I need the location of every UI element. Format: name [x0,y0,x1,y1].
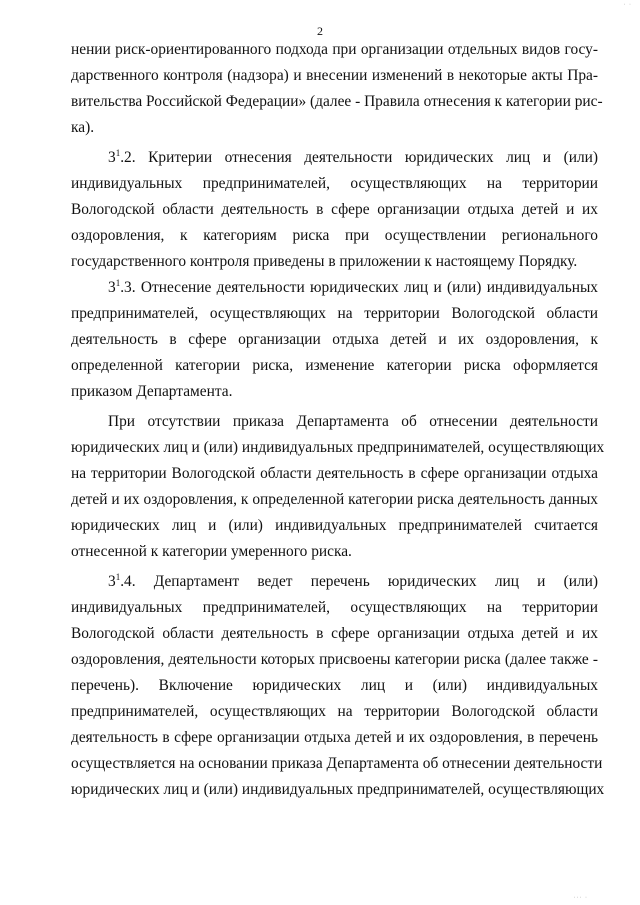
text-line: При отсутствии приказа Департамента об отнесении деятельности [108,413,598,430]
text-line: нении риск-ориентированного подхода при организации отдельных видов госу- [71,41,598,58]
text-line: оздоровления, к категориям риска при осуществлении регионального [71,227,598,244]
text-line: дарственного контроля (надзора) и внесении изменений в некоторые акты Пра- [71,67,598,84]
text-line: определенной категории риска, изменение категории риска оформляется [71,357,598,374]
text-line: юридических лиц и (или) индивидуальных предпринимателей считается [71,517,598,534]
page-number: 2 [317,24,323,38]
text-line: государственного контроля приведены в приложении к настоящему Порядку. [71,253,578,270]
scan-mark-top: · · [623,2,632,8]
section-heading-line: $3^1.3$. Отнесение деятельности юридических лиц и (или) индивидуальных [108,278,598,296]
text-line: осуществляется на основании приказа Департамента об отнесении деятельности [71,755,603,772]
section-heading-line: $3^1.2$. Критерии отнесения деятельности юридических лиц и (или) [108,148,598,166]
text-line: Вологодской области деятельность в сфере организации отдыха детей и их [71,625,598,642]
text-line: юридических лиц и (или) индивидуальных предпринимателей, осуществляющих [71,439,605,456]
text-line: индивидуальных предпринимателей, осуществляющих на территории [71,599,598,616]
text-line: перечень). Включение юридических лиц и (или) индивидуальных [71,677,598,694]
text-line: приказом Департамента. [71,383,233,400]
text-line: деятельность в сфере организации отдыха детей и их оздоровления, к [71,331,598,348]
text-line: предпринимателей, осуществляющих на территории Вологодской области [71,703,598,720]
text-line: предпринимателей, осуществляющих на территории Вологодской области [71,305,598,322]
text-line: Вологодской области деятельность в сфере организации отдыха детей и их [71,201,598,218]
text-line: индивидуальных предпринимателей, осуществляющих на территории [71,175,598,192]
text-line: детей и их оздоровления, к определенной категории риска деятельность данных [71,491,598,508]
text-line: оздоровления, деятельности которых присвоены категории риска (далее также - [71,651,598,668]
text-line: отнесенной к категории умеренного риска. [71,543,352,560]
section-heading-line: $3^1.4$. Департамент ведет перечень юридических лиц и (или) [108,572,598,590]
text-line: на территории Вологодской области деятельность в сфере организации отдыха [71,465,598,482]
section-number: $3^1$ [108,148,121,166]
text-line: ка). [71,119,95,136]
scan-mark-bottom: ··· · [573,895,588,901]
section-number: $3^1$ [108,572,121,590]
section-number: $3^1$ [108,278,121,296]
text-line: юридических лиц и (или) индивидуальных предпринимателей, осуществляющих [71,781,605,798]
text-line: деятельность в сфере организации отдыха детей и их оздоровления, в перечень [71,729,598,746]
text-line: вительства Российской Федерации» (далее - Правила отнесения к категории рис- [71,93,603,110]
